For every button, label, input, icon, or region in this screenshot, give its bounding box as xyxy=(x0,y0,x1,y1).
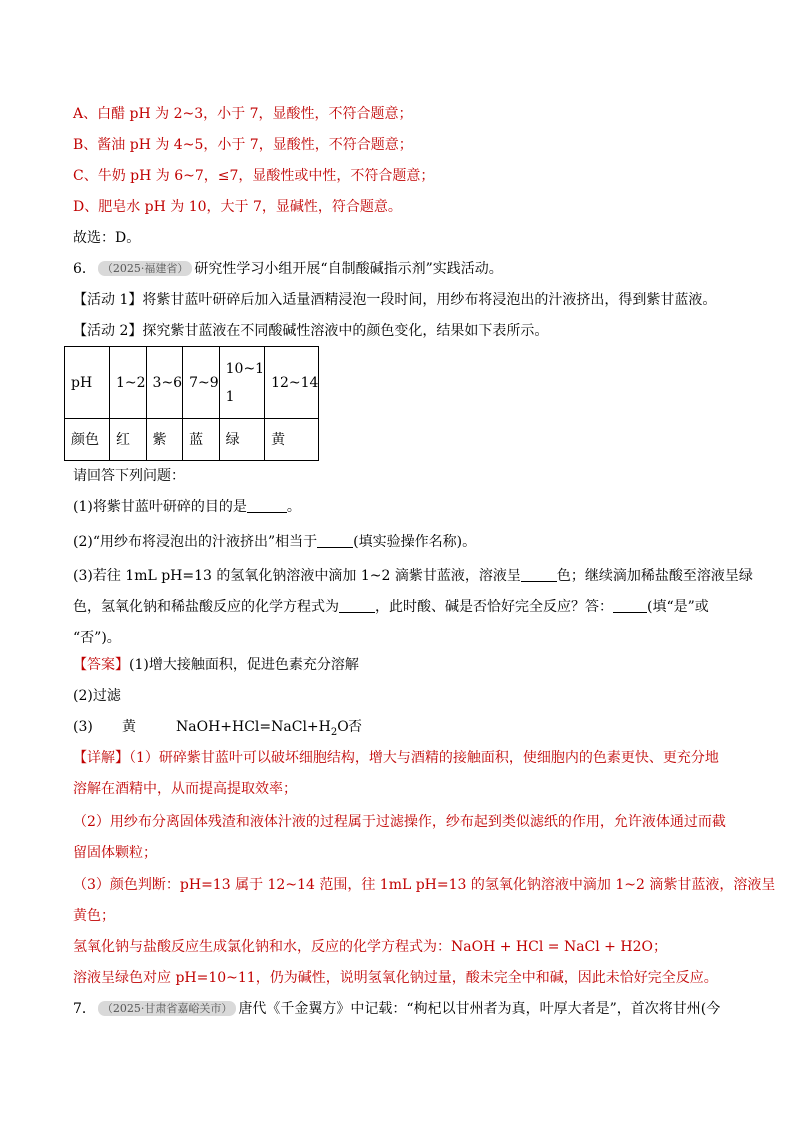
table-cell: 3~6 xyxy=(146,347,183,419)
option-a-analysis: A、白醋 pH 为 2~3，小于 7，显酸性，不符合题意； xyxy=(73,106,413,122)
activity-2: 【活动 2】探究紫甘蓝液在不同酸碱性溶液中的颜色变化，结果如下表所示。 xyxy=(73,323,549,339)
question-7-stem xyxy=(73,999,720,1019)
sub-question-3-line2 xyxy=(73,597,709,617)
detail-equation: NaOH + HCl = NaCl + H2O； xyxy=(451,939,667,955)
answer-3-equation xyxy=(176,717,349,743)
answer-blank[interactable] xyxy=(317,533,353,548)
answer-3-number: (3) xyxy=(73,719,93,735)
equation-subscript: 2 xyxy=(330,726,338,738)
sub-question-text: (3)若往 1mL pH=13 的氢氧化钠溶液中滴加 1~2 滴紫甘蓝液，溶液呈 xyxy=(73,568,521,584)
detail-3-line3 xyxy=(73,937,667,957)
source-tag: （2025·福建省） xyxy=(98,261,193,276)
answer-3-judgement: 否 xyxy=(348,719,362,735)
equation-text: NaOH+HCl=NaCl+H xyxy=(176,719,331,735)
table-row xyxy=(65,347,319,419)
answer-blank[interactable] xyxy=(339,598,375,613)
table-cell: 7~9 xyxy=(183,347,220,419)
question-text: 唐代《千金翼方》中记载：“枸杞以甘州者为真，叶厚大者是”，首次将甘州(今 xyxy=(238,1001,721,1017)
sub-question-text: (填实验操作名称)。 xyxy=(353,534,477,550)
table-cell xyxy=(219,347,264,419)
table-cell: 颜色 xyxy=(65,419,110,461)
question-number: 7． xyxy=(73,1001,96,1017)
detail-3-line1: （3）颜色判断：pH=13 属于 12~14 范围，往 1mL pH=13 的氢氧化钠溶液中滴加 1~2 滴紫甘蓝液，溶液呈 xyxy=(73,877,776,893)
option-b-analysis: B、酱油 pH 为 4~5，小于 7，显酸性，不符合题意； xyxy=(73,137,413,153)
sub-question-2 xyxy=(73,532,476,552)
sub-question-text: 。 xyxy=(286,499,301,515)
option-d-analysis: D、肥皂水 pH 为 10，大于 7，显碱性，符合题意。 xyxy=(73,199,402,215)
detail-1-line2: 溶解在酒精中，从而提高提取效率； xyxy=(73,781,297,797)
answer-label: 【答案】 xyxy=(73,657,129,673)
option-c-analysis: C、牛奶 pH 为 6~7，≤7，显酸性或中性，不符合题意； xyxy=(73,168,435,184)
question-6-stem xyxy=(73,259,503,279)
sub-question-text: (1)将紫甘蓝叶研碎的目的是 xyxy=(73,499,247,515)
sub-question-3-line1 xyxy=(73,566,753,586)
question-number: 6． xyxy=(73,261,96,277)
detail-text: 氢氧化钠与盐酸反应生成氯化钠和水，反应的化学方程式为： xyxy=(73,939,451,955)
detail-3-line2: 黄色； xyxy=(73,908,115,924)
answer-blank[interactable] xyxy=(613,598,647,613)
detail-2-line2: 留固体颗粒； xyxy=(73,845,157,861)
table-cell: 12~14 xyxy=(265,347,319,419)
answer-blank[interactable] xyxy=(521,567,557,582)
sub-question-3-line3: “否”)。 xyxy=(73,630,121,646)
choose-answer: 故选：D。 xyxy=(73,230,141,246)
sub-question-text: 色；继续滴加稀盐酸至溶液呈绿 xyxy=(556,568,753,584)
sub-question-text: (填“是”或 xyxy=(647,599,709,615)
detail-3-line4: 溶液呈绿色对应 pH=10~11，仍为碱性，说明氢氧化钠过量，酸未完全中和碱，因此未恰好完全反应。 xyxy=(73,970,718,986)
table-cell: 紫 xyxy=(146,419,183,461)
table-row xyxy=(65,419,319,461)
table-cell: 1~2 xyxy=(110,347,147,419)
sub-question-text: (2)“用纱布将浸泡出的汁液挤出”相当于 xyxy=(73,534,318,550)
answer-text: (1)增大接触面积，促进色素充分溶解 xyxy=(129,657,359,673)
table-cell: 黄 xyxy=(265,419,319,461)
table-cell-text: 10~1 1 xyxy=(225,360,265,405)
question-text: 研究性学习小组开展“自制酸碱指示剂”实践活动。 xyxy=(194,261,503,277)
table-cell: 蓝 xyxy=(183,419,220,461)
answer-prompt: 请回答下列问题： xyxy=(73,468,185,484)
answer-2: (2)过滤 xyxy=(73,688,121,704)
detail-1-line1 xyxy=(73,748,719,768)
detail-label: 【详解】 xyxy=(73,750,129,766)
table-cell: 绿 xyxy=(219,419,264,461)
sub-question-1 xyxy=(73,497,301,517)
detail-text: （1）研碎紫甘蓝叶可以破坏细胞结构，增大与酒精的接触面积，使细胞内的色素更快、更充分地 xyxy=(129,750,719,766)
equation-text: O xyxy=(337,719,349,735)
answer-3-color: 黄 xyxy=(122,719,136,735)
sub-question-text: ，此时酸、碱是否恰好完全反应？答： xyxy=(375,599,613,615)
ph-color-table xyxy=(64,346,319,461)
answer-1 xyxy=(73,655,359,675)
sub-question-text: 色，氢氧化钠和稀盐酸反应的化学方程式为 xyxy=(73,599,339,615)
source-tag: （2025·甘肃省嘉峪关市） xyxy=(98,1001,237,1016)
activity-1: 【活动 1】将紫甘蓝叶研碎后加入适量酒精浸泡一段时间，用纱布将浸泡出的汁液挤出，得到紫甘蓝液。 xyxy=(73,292,717,308)
table-cell: 红 xyxy=(110,419,147,461)
answer-blank[interactable] xyxy=(247,498,287,513)
detail-2-line1: （2）用纱布分离固体残渣和液体汁液的过程属于过滤操作，纱布起到类似滤纸的作用，允许液体通过而截 xyxy=(73,814,726,830)
table-cell: pH xyxy=(65,347,110,419)
